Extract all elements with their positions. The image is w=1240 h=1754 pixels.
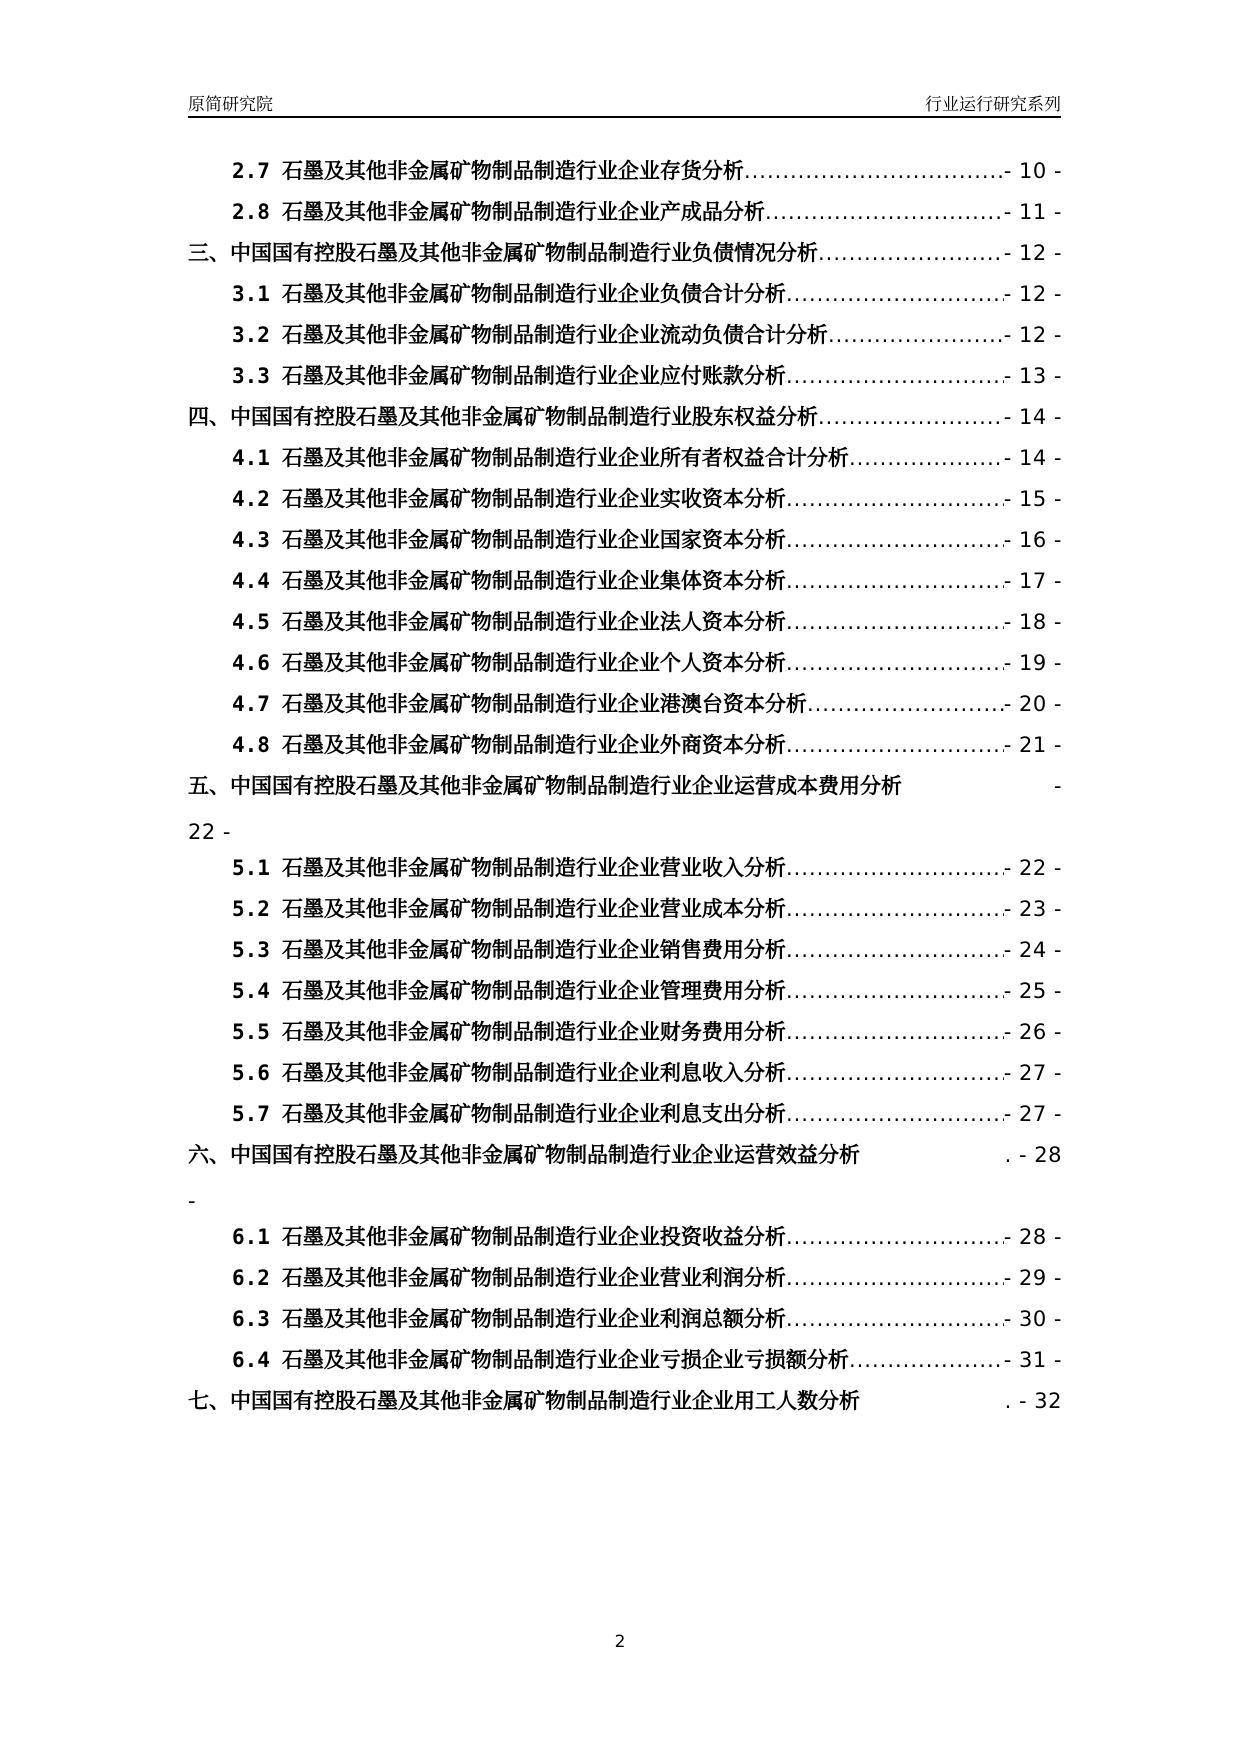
toc-entry[interactable] — [232, 1262, 1062, 1294]
toc-chapter[interactable] — [188, 401, 1062, 433]
toc-entry-number: 4.1 — [232, 446, 270, 470]
toc-leader-dots — [786, 360, 1004, 392]
toc-entry-number: 4.2 — [232, 487, 270, 511]
toc-entry-number: 6.4 — [232, 1348, 270, 1372]
toc-chapter-page: - 12 - — [1003, 241, 1062, 265]
toc-entry-title: 石墨及其他非金属矿物制品制造行业企业应付账款分析 — [281, 364, 786, 388]
toc-chapter-page-part2: 22 - — [188, 820, 231, 844]
toc-entry-page: - 30 - — [1003, 1307, 1062, 1331]
toc-entry-title: 石墨及其他非金属矿物制品制造行业企业集体资本分析 — [281, 569, 786, 593]
toc-leader-dots — [818, 237, 1004, 269]
toc-entry-title: 石墨及其他非金属矿物制品制造行业企业利润总额分析 — [281, 1307, 786, 1331]
toc-leader-dots — [786, 934, 1004, 966]
toc-chapter[interactable] — [188, 1385, 1062, 1417]
page-header — [188, 86, 1061, 118]
toc-entry-page: - 29 - — [1003, 1266, 1062, 1290]
toc-entry-title: 石墨及其他非金属矿物制品制造行业企业管理费用分析 — [281, 979, 786, 1003]
toc-entry-title: 石墨及其他非金属矿物制品制造行业企业国家资本分析 — [281, 528, 786, 552]
toc-entry-title: 石墨及其他非金属矿物制品制造行业企业营业成本分析 — [281, 897, 786, 921]
toc-entry-number: 2.7 — [232, 159, 270, 183]
toc-entry-number: 5.4 — [232, 979, 270, 1003]
toc-entry-number: 5.6 — [232, 1061, 270, 1085]
toc-entry-number: 5.5 — [232, 1020, 270, 1044]
toc-entry-title: 石墨及其他非金属矿物制品制造行业企业个人资本分析 — [281, 651, 786, 675]
toc-entry-number: 2.8 — [232, 200, 270, 224]
toc-chapter-page: - 14 - — [1003, 405, 1062, 429]
toc-leader-dots — [786, 524, 1004, 556]
toc-entry-title: 石墨及其他非金属矿物制品制造行业企业财务费用分析 — [281, 1020, 786, 1044]
toc-leader-dots — [786, 1098, 1004, 1130]
toc-leader-dots — [807, 688, 1004, 720]
toc-entry-page: - 16 - — [1003, 528, 1062, 552]
toc-leader-dots — [786, 893, 1004, 925]
toc-entry-page: - 21 - — [1003, 733, 1062, 757]
toc-entry-number: 5.2 — [232, 897, 270, 921]
toc-entry-page: - 15 - — [1003, 487, 1062, 511]
toc-entry[interactable] — [232, 1303, 1062, 1335]
header-series: 行业运行研究系列 — [925, 95, 1061, 115]
toc-entry-page: - 19 - — [1003, 651, 1062, 675]
toc-entry-title: 石墨及其他非金属矿物制品制造行业企业港澳台资本分析 — [281, 692, 807, 716]
toc-chapter-title: 六、中国国有控股石墨及其他非金属矿物制品制造行业企业运营效益分析 — [188, 1143, 860, 1167]
toc-entry-page: - 26 - — [1003, 1020, 1062, 1044]
toc-leader-dots — [744, 155, 1004, 187]
toc-leader-dots — [786, 1262, 1004, 1294]
toc-entry-number: 4.8 — [232, 733, 270, 757]
toc-chapter-title: 三、中国国有控股石墨及其他非金属矿物制品制造行业负债情况分析 — [188, 241, 818, 265]
toc-chapter-page-part1: - — [1053, 774, 1062, 798]
toc-chapter-wrapped[interactable] — [188, 770, 1062, 848]
toc-entry[interactable] — [232, 565, 1062, 597]
toc-entry[interactable] — [232, 729, 1062, 761]
toc-entry-title: 石墨及其他非金属矿物制品制造行业企业销售费用分析 — [281, 938, 786, 962]
toc-entry-page: - 18 - — [1003, 610, 1062, 634]
toc-leader-dots — [786, 483, 1004, 515]
toc-entry[interactable] — [232, 1016, 1062, 1048]
toc-entry-title: 石墨及其他非金属矿物制品制造行业企业产成品分析 — [281, 200, 765, 224]
toc-entry-title: 石墨及其他非金属矿物制品制造行业企业亏损企业亏损额分析 — [281, 1348, 849, 1372]
toc-entry-page: - 10 - — [1003, 159, 1062, 183]
toc-entry[interactable] — [232, 975, 1062, 1007]
toc-leader-dots — [786, 852, 1004, 884]
toc-entry[interactable] — [232, 688, 1062, 720]
toc-entry[interactable] — [232, 1098, 1062, 1130]
toc-leader-dots — [786, 1016, 1004, 1048]
toc-entry-number: 4.4 — [232, 569, 270, 593]
toc-entry-page: - 27 - — [1003, 1102, 1062, 1126]
toc-entry[interactable] — [232, 319, 1062, 351]
toc-entry-number: 3.2 — [232, 323, 270, 347]
toc-entry-title: 石墨及其他非金属矿物制品制造行业企业实收资本分析 — [281, 487, 786, 511]
toc-entry-number: 5.1 — [232, 856, 270, 880]
toc-leader-dots — [818, 401, 1004, 433]
toc-leader-dots — [765, 196, 1004, 228]
toc-entry-page: - 14 - — [1003, 446, 1062, 470]
toc-entry[interactable] — [232, 483, 1062, 515]
toc-entry-page: - 23 - — [1003, 897, 1062, 921]
toc-entry-page: - 17 - — [1003, 569, 1062, 593]
toc-entry[interactable] — [232, 278, 1062, 310]
toc-chapter-title: 五、中国国有控股石墨及其他非金属矿物制品制造行业企业运营成本费用分析 — [188, 774, 902, 798]
toc-entry-title: 石墨及其他非金属矿物制品制造行业企业法人资本分析 — [281, 610, 786, 634]
toc-chapter-page: . - 32 — [1004, 1389, 1062, 1413]
toc-entry-page: - 27 - — [1003, 1061, 1062, 1085]
toc-entry[interactable] — [232, 155, 1062, 187]
toc-chapter-page-part1: . - 28 — [1004, 1143, 1062, 1167]
toc-entry-number: 5.3 — [232, 938, 270, 962]
toc-leader-dots — [786, 1303, 1004, 1335]
toc-chapter[interactable] — [188, 237, 1062, 269]
toc-entry[interactable] — [232, 934, 1062, 966]
toc-entry-title: 石墨及其他非金属矿物制品制造行业企业流动负债合计分析 — [281, 323, 828, 347]
toc-leader-dots — [849, 442, 1004, 474]
toc-entry[interactable] — [232, 1221, 1062, 1253]
toc-entry-number: 4.7 — [232, 692, 270, 716]
toc-leader-dots — [786, 647, 1004, 679]
toc-leader-dots — [786, 606, 1004, 638]
toc-entry-number: 6.1 — [232, 1225, 270, 1249]
toc-leader-dots — [786, 565, 1004, 597]
toc-entry-title: 石墨及其他非金属矿物制品制造行业企业利息收入分析 — [281, 1061, 786, 1085]
toc-entry-page: - 22 - — [1003, 856, 1062, 880]
toc-entry-page: - 24 - — [1003, 938, 1062, 962]
toc-entry[interactable] — [232, 1344, 1062, 1376]
toc-entry-page: - 11 - — [1003, 200, 1062, 224]
toc-chapter-title: 七、中国国有控股石墨及其他非金属矿物制品制造行业企业用工人数分析 — [188, 1389, 860, 1413]
toc-entry[interactable] — [232, 893, 1062, 925]
toc-entry-title: 石墨及其他非金属矿物制品制造行业企业投资收益分析 — [281, 1225, 786, 1249]
toc-entry-page: - 12 - — [1003, 282, 1062, 306]
toc-entry-title: 石墨及其他非金属矿物制品制造行业企业营业利润分析 — [281, 1266, 786, 1290]
toc-entry-page: - 13 - — [1003, 364, 1062, 388]
toc-chapter-wrapped[interactable] — [188, 1139, 1062, 1217]
toc-leader-dots — [828, 319, 1004, 351]
toc-entry-number: 4.3 — [232, 528, 270, 552]
toc-entry-title: 石墨及其他非金属矿物制品制造行业企业利息支出分析 — [281, 1102, 786, 1126]
toc-leader-dots — [786, 278, 1004, 310]
toc-entry[interactable] — [232, 442, 1062, 474]
toc-entry-number: 6.2 — [232, 1266, 270, 1290]
toc-entry-number: 3.3 — [232, 364, 270, 388]
toc-leader-dots — [786, 975, 1004, 1007]
toc-entry-title: 石墨及其他非金属矿物制品制造行业企业存货分析 — [281, 159, 744, 183]
toc-entry[interactable] — [232, 1057, 1062, 1089]
toc-entry[interactable] — [232, 606, 1062, 638]
toc-entry[interactable] — [232, 524, 1062, 556]
toc-entry-page: - 20 - — [1003, 692, 1062, 716]
toc-chapter-title: 四、中国国有控股石墨及其他非金属矿物制品制造行业股东权益分析 — [188, 405, 818, 429]
toc-entry-title: 石墨及其他非金属矿物制品制造行业企业外商资本分析 — [281, 733, 786, 757]
toc-entry[interactable] — [232, 647, 1062, 679]
toc-entry[interactable] — [232, 360, 1062, 392]
toc-entry[interactable] — [232, 196, 1062, 228]
toc-entry-page: - 12 - — [1003, 323, 1062, 347]
toc-entry-page: - 31 - — [1003, 1348, 1062, 1372]
header-org: 原简研究院 — [188, 95, 273, 115]
toc-entry-number: 4.6 — [232, 651, 270, 675]
page-number: 2 — [614, 1632, 626, 1652]
toc-leader-dots — [786, 729, 1004, 761]
toc-entry-number: 4.5 — [232, 610, 270, 634]
toc-entry-page: - 25 - — [1003, 979, 1062, 1003]
toc-leader-dots — [849, 1344, 1004, 1376]
toc-entry-number: 6.3 — [232, 1307, 270, 1331]
toc-entry-number: 3.1 — [232, 282, 270, 306]
toc-entry-title: 石墨及其他非金属矿物制品制造行业企业所有者权益合计分析 — [281, 446, 849, 470]
toc-leader-dots — [786, 1221, 1004, 1253]
toc-entry-title: 石墨及其他非金属矿物制品制造行业企业营业收入分析 — [281, 856, 786, 880]
toc-entry-page: - 28 - — [1003, 1225, 1062, 1249]
toc-chapter-page-part2: - — [188, 1189, 197, 1213]
toc-entry-title: 石墨及其他非金属矿物制品制造行业企业负债合计分析 — [281, 282, 786, 306]
toc-entry-number: 5.7 — [232, 1102, 270, 1126]
toc-leader-dots — [786, 1057, 1004, 1089]
toc-entry[interactable] — [232, 852, 1062, 884]
